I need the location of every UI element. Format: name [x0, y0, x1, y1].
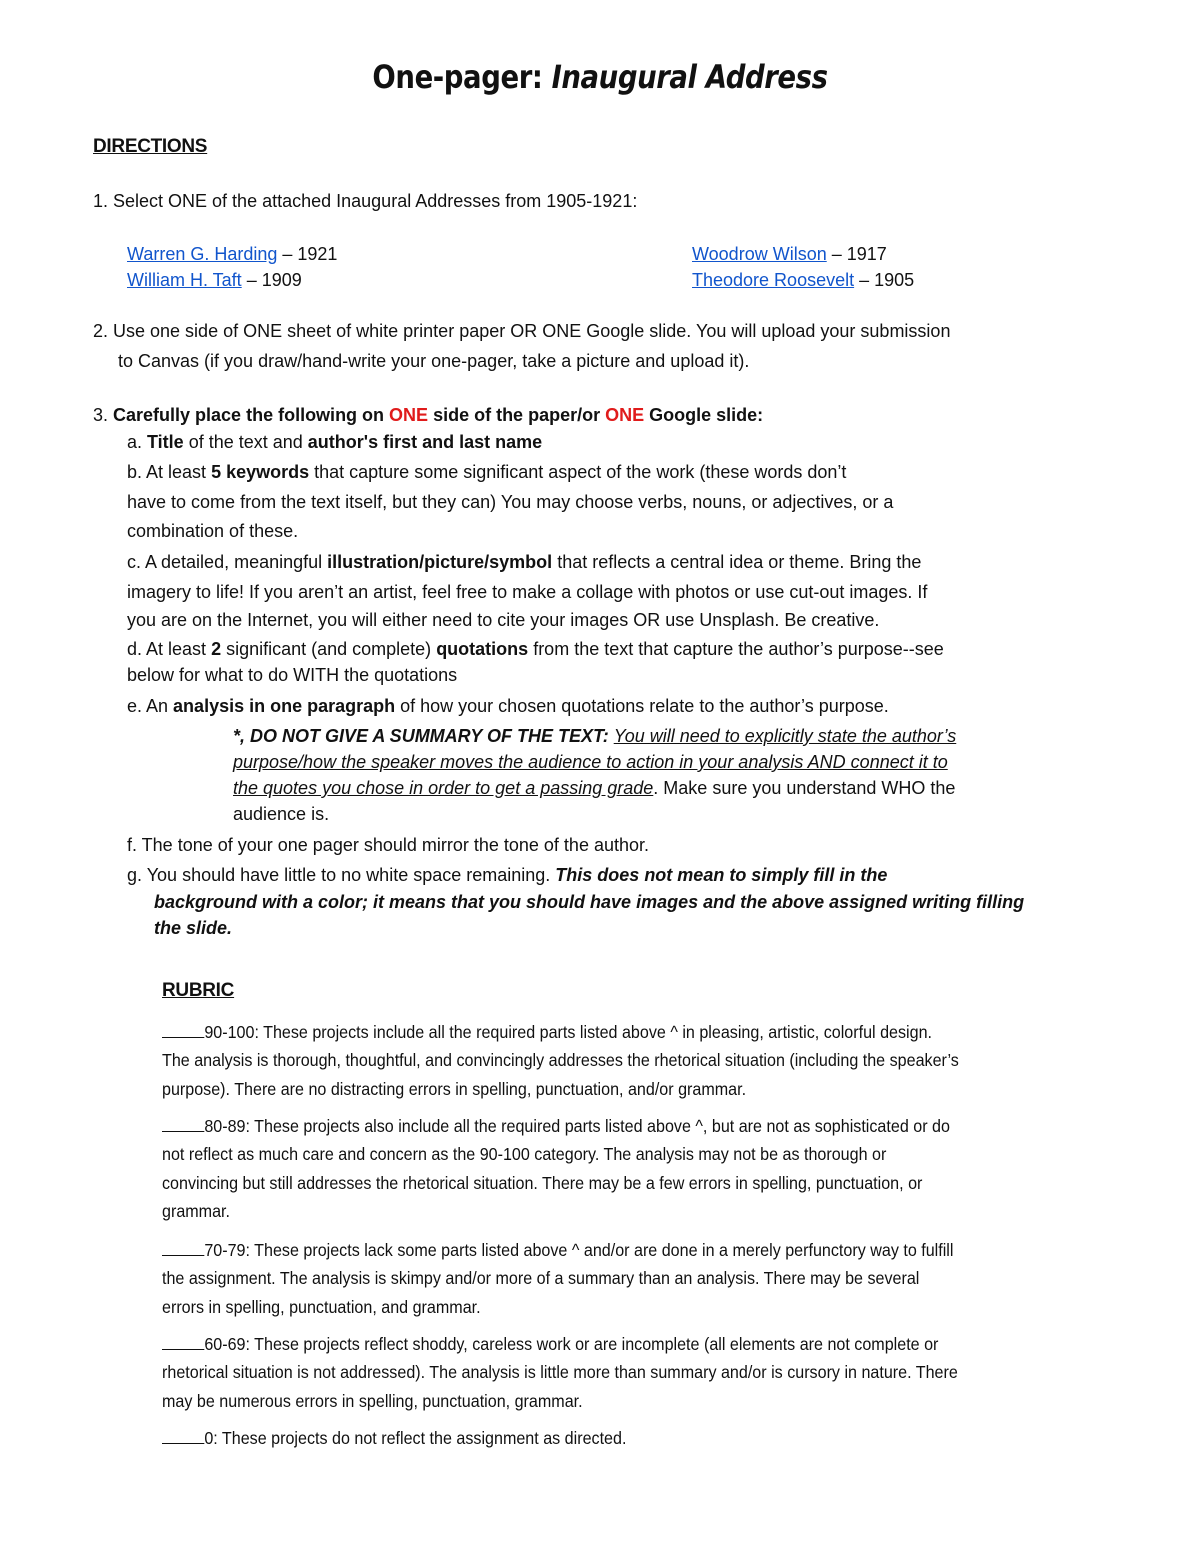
- item-d-line-1: d. At least 2 significant (and complete) quotations from the text that capture the author’s purpose--see: [127, 639, 944, 659]
- rubric-heading: RUBRIC: [162, 980, 235, 1001]
- step-2-line-1: 2. Use one side of ONE sheet of white printer paper OR ONE Google slide. You will upload your submission: [93, 321, 951, 341]
- step-1: 1. Select ONE of the attached Inaugural Addresses from 1905-1921:: [93, 191, 638, 211]
- title-plain: One-pager:: [372, 58, 552, 96]
- item-a: a. Title of the text and author's first and last name: [127, 432, 543, 452]
- item-b-line-3: combination of these.: [127, 521, 299, 541]
- item-g-line-1: g. You should have little to no white space remaining. This does not mean to simply fill in the: [127, 865, 888, 885]
- item-g-line-2: background with a color; it means that you should have images and the above assigned writing filling: [154, 892, 1025, 912]
- item-c-line-3: you are on the Internet, you will either need to cite your images OR use Unsplash. Be creative.: [127, 610, 880, 630]
- item-e-note-line-3: the quotes you chose in order to get a passing grade. Make sure you understand WHO the: [233, 778, 956, 798]
- item-e: e. An analysis in one paragraph of how your chosen quotations relate to the author’s purpose.: [127, 696, 889, 716]
- item-d-line-2: below for what to do WITH the quotations: [127, 665, 458, 685]
- title-italic: Inaugural Address: [551, 58, 828, 96]
- rubric-item-60-69: 60-69: These projects reflect shoddy, careless work or are incomplete (all elements are not complete or rhetorical situation is not addressed). The analysis is little more than summary and/or is cursory in nature. There may be numerous errors in spelling, punctuation, grammar.: [162, 1334, 958, 1411]
- score-blank: [162, 1239, 204, 1256]
- directions-heading: DIRECTIONS: [93, 136, 208, 157]
- rubric-item-70-79: 70-79: These projects lack some parts listed above ^ and/or are done in a merely perfunctory way to fulfill the assignment. The analysis is skimpy and/or more of a summary than an analysis. There may be several errors in spelling, punctuation, and grammar.: [162, 1240, 954, 1317]
- item-f: f. The tone of your one pager should mirror the tone of the author.: [127, 835, 649, 855]
- step-3: 3. Carefully place the following on ONE side of the paper/or ONE Google slide:: [93, 405, 764, 425]
- link-roosevelt[interactable]: Theodore Roosevelt: [692, 270, 855, 290]
- item-c-line-1: c. A detailed, meaningful illustration/picture/symbol that reflects a central idea or theme. Bring the: [127, 552, 922, 572]
- item-g-line-3: the slide.: [154, 918, 233, 938]
- link-harding[interactable]: Warren G. Harding: [127, 244, 278, 264]
- page-title: [84, 58, 1116, 96]
- item-b-line-1: b. At least 5 keywords that capture some significant aspect of the work (these words don’t: [127, 462, 847, 482]
- item-e-note-line-1: *, DO NOT GIVE A SUMMARY OF THE TEXT: You will need to explicitly state the author’s: [233, 726, 957, 746]
- item-e-note-line-4: audience is.: [233, 804, 330, 824]
- address-roosevelt: Theodore Roosevelt – 1905: [692, 270, 915, 290]
- rubric-item-80-89: 80-89: These projects also include all the required parts listed above ^, but are not as sophisticated or do not reflect as much care and concern as the 90-100 category. The analysis may not be as thorough or convincing but still addresses the rhetorical situation. There may be a few errors in spelling, punctuation, or grammar.: [162, 1116, 950, 1222]
- rubric-item-90-100: 90-100: These projects include all the required parts listed above ^ in pleasing, artistic, colorful design. The analysis is thorough, thoughtful, and convincingly addresses the rhetorical situation (including the speaker’s purpose). There are no distracting errors in spelling, punctuation, and/or grammar.: [162, 1022, 959, 1099]
- link-taft[interactable]: William H. Taft: [127, 270, 242, 290]
- address-wilson: Woodrow Wilson – 1917: [692, 244, 887, 264]
- rubric-item-0: 0: These projects do not reflect the assignment as directed.: [162, 1424, 1062, 1452]
- item-b-line-2: have to come from the text itself, but they can) You may choose verbs, nouns, or adjectives, or a: [127, 492, 894, 512]
- score-blank: [162, 1427, 204, 1444]
- address-harding: Warren G. Harding – 1921: [127, 244, 338, 264]
- link-wilson[interactable]: Woodrow Wilson: [692, 244, 827, 264]
- score-blank: [162, 1021, 204, 1038]
- score-blank: [162, 1333, 204, 1350]
- step-2-line-2: to Canvas (if you draw/hand-write your one-pager, take a picture and upload it).: [118, 351, 750, 371]
- score-blank: [162, 1115, 204, 1132]
- item-e-note-line-2: purpose/how the speaker moves the audience to action in your analysis AND connect it to: [233, 752, 948, 772]
- address-taft: William H. Taft – 1909: [127, 270, 302, 290]
- item-c-line-2: imagery to life! If you aren’t an artist, feel free to make a collage with photos or use cut-out images. If: [127, 582, 928, 602]
